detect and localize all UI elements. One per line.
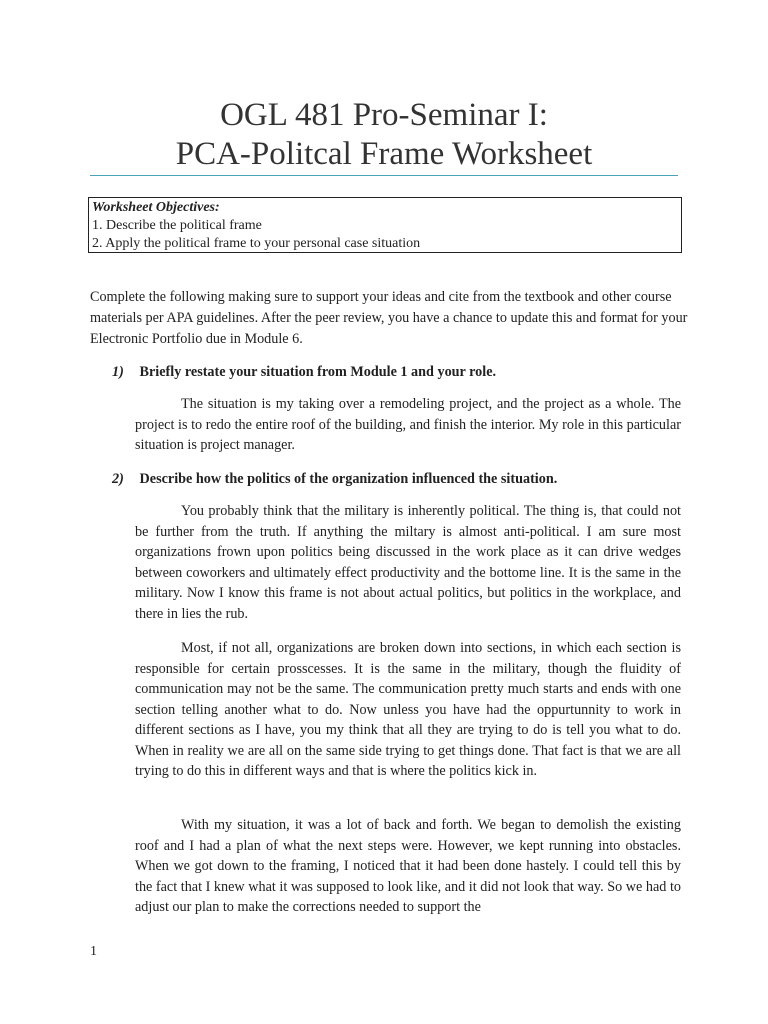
document-title-line-1: OGL 481 Pro-Seminar I: bbox=[220, 97, 548, 133]
question-text: Describe how the politics of the organization influenced the situation. bbox=[139, 471, 558, 487]
answer-paragraph: The situation is my taking over a remodeling project, and the project as a whole. The project is to redo the entire roof of the building, and finish the interior. My role in this particular situation is project manager. bbox=[135, 396, 681, 453]
objectives-heading: Worksheet Objectives: bbox=[92, 200, 220, 215]
objectives-box bbox=[88, 197, 682, 253]
answer-paragraph: You probably think that the military is inherently political. The thing is, that could not be further from the truth. If anything the miltary is almost anti-political. I am sure most organizations frown upon politics being discussed in the work place as it can drive wedges between coworkers and ultimately effect productivity and the bottome line. It is the same in the military. Now I know this frame is not about actual politics, but politics in the workplace, and there in lies the rub. bbox=[135, 503, 681, 622]
title-underline bbox=[90, 175, 678, 176]
objective-item: 1. Describe the political frame bbox=[92, 218, 262, 233]
intro-paragraph: Complete the following making sure to support your ideas and cite from the textbook and other course materials per APA guidelines. After the peer review, you have a chance to update this and format for your Electronic Portfolio due in Module 6. bbox=[90, 289, 688, 347]
question-2 bbox=[112, 469, 712, 489]
answer-paragraph: Most, if not all, organizations are broken down into sections, in which each section is responsible for certain prosscesses. It is the same in the military, though the fluidity of communication may not be the same. The communication pretty much starts and ends with one section telling another what to do. Now unless you have had the oppurtunnity to work in different sections as I have, you my think that all they are trying to do is tell you what to do. When in reality we are all on the same side trying to get things done. That fact is that we are all trying to do this in different ways and that is where the politics kick in. bbox=[135, 640, 681, 779]
document-title-line-2: PCA-Politcal Frame Worksheet bbox=[175, 136, 593, 172]
question-number: 2) bbox=[112, 471, 124, 487]
objective-item: 2. Apply the political frame to your personal case situation bbox=[92, 236, 421, 251]
page-number: 1 bbox=[90, 944, 97, 959]
question-number: 1) bbox=[112, 364, 124, 380]
question-1 bbox=[112, 362, 712, 382]
question-text: Briefly restate your situation from Module 1 and your role. bbox=[139, 364, 497, 380]
answer-paragraph: With my situation, it was a lot of back and forth. We began to demolish the existing roof and I had a plan of what the next steps were. However, we kept running into obstacles. When we got down to the framing, I noticed that it had been done hastely. I could tell this by the fact that I knew what it was supposed to look like, and it did not look that way. So we had to adjust our plan to make the corrections needed to support the bbox=[135, 817, 681, 915]
